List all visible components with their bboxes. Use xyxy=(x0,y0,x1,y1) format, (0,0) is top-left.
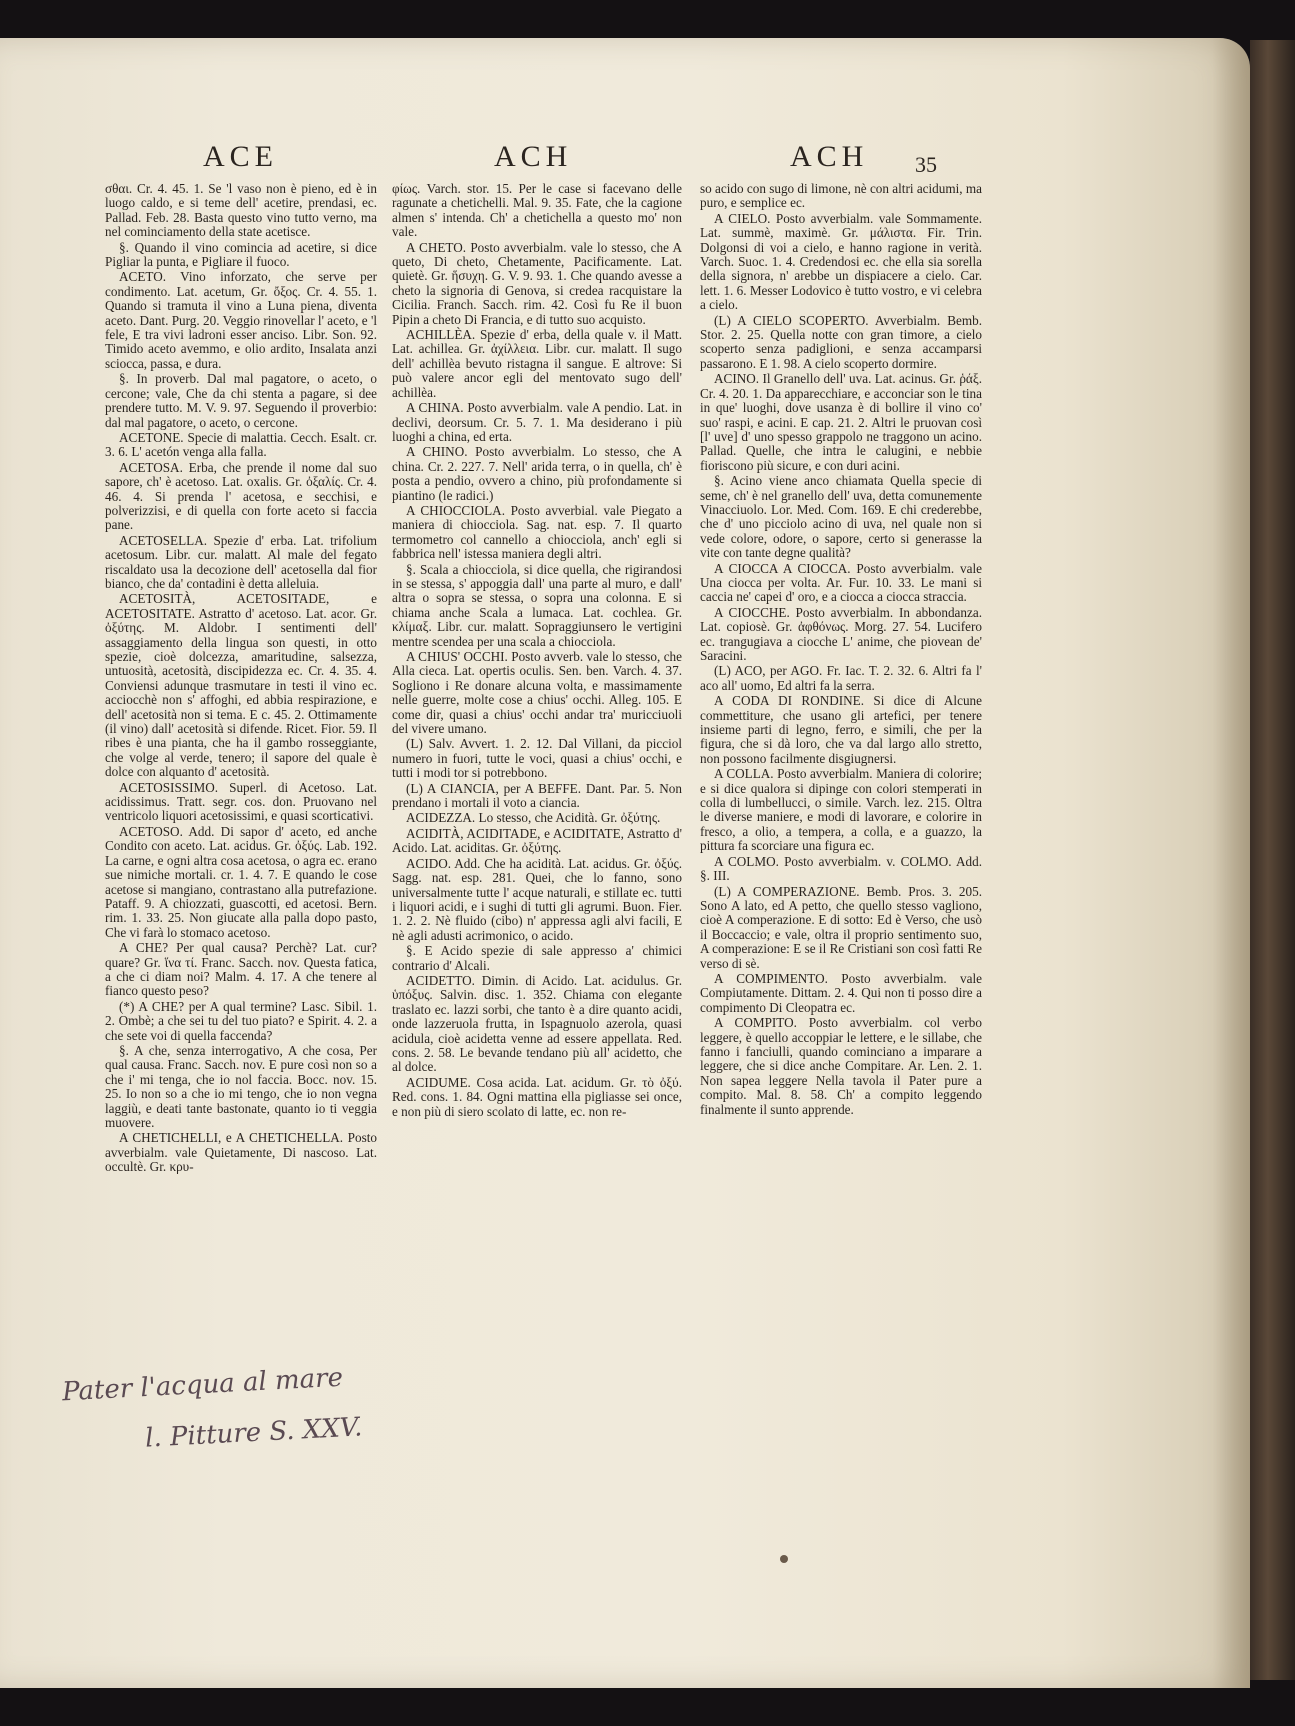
entry-paragraph: A CIOCCHE. Posto avverbialm. In abbondanza. Lat. copiosè. Gr. ἀφθόνως. Morg. 27. 54. Lucifero ec. trangugiava a ciocche L' anime, che piovean de' Saracini. xyxy=(700,604,982,663)
entry-paragraph: A CHINO. Posto avverbialm. Lo stesso, che A china. Cr. 2. 227. 7. Nell' arida terra, o in quella, ch' è posta a pendio, ovvero a chino, più profondamente si piantino (le radici.) xyxy=(392,444,682,503)
entry-paragraph: A CHIOCCIOLA. Posto avverbial. vale Piegato a maniera di chiocciola. Sag. nat. esp. 7. Il quarto termometro col cannello a chiocciola, anch' egli si fabbrica nell' istessa maniera degli altri. xyxy=(392,502,682,562)
header-left: ACE xyxy=(203,140,278,173)
entry-paragraph: σθαι. Cr. 4. 45. 1. Se 'l vaso non è pieno, ed è in luogo caldo, e si teme dell' acetire, prendasi, ec. Pallad. Feb. 28. Basta questo vino tutto verno, ma nel cominciamento della state acetisce. xyxy=(105,181,377,240)
entry-paragraph: ACIDITÀ, ACIDITADE, e ACIDITATE, Astratto d' Acido. Lat. aciditas. Gr. ὀξύτης. xyxy=(392,825,682,856)
entry-paragraph: (L) A CIELO SCOPERTO. Avverbialm. Bemb. Stor. 2. 25. Quella notte con gran timore, a cielo scoperto senza padiglioni, e senza accamparsi passarono. E 1. 98. A cielo scoperto dormire. xyxy=(700,312,982,371)
entry-paragraph: A CHINA. Posto avverbialm. vale A pendio. Lat. in declivi, deorsum. Cr. 5. 7. 1. Ma desiderano i più luoghi a china, ed erta. xyxy=(392,400,682,444)
entry-paragraph: §. A che, senza interrogativo, A che cosa, Per qual causa. Franc. Sacch. nov. E pure così non so a che i' mi tenga, che io nol faccia. Bocc. nov. 15. 25. Io non so a che io mi tengo, che io non vegna laggiù, e deati tante bastonate, quanto io ti veggia muovere. xyxy=(105,1042,377,1130)
entry-paragraph: §. Quando il vino comincia ad acetire, si dice Pigliar la punta, e Pigliare il fuoco. xyxy=(105,239,377,270)
entry-paragraph: ACIDO. Add. Che ha acidità. Lat. acidus. Gr. ὀξύς. Sagg. nat. esp. 281. Quei, che lo fanno, sono universalmente tutte l' acque naturali, e stillate ec. tutti i liquori acidi, e i sughi di tutti gli agrumi. Buon. Fier. 1. 2. 2. Nè fluido (cibo) n' appressa agli alvi facili, E nè agli adusti acrimonico, o acido. xyxy=(392,855,682,943)
entry-paragraph: §. In proverb. Dal mal pagatore, o aceto, o cercone; vale, Che da chi stenta a pagare, si dee prendere tutto. M. V. 9. 97. Seguendo il proverbio: dal mal pagatore, o aceto, o cercone. xyxy=(105,371,377,430)
entry-paragraph: ACETONE. Specie di malattia. Cecch. Esalt. cr. 3. 6. L' acetón venga alla falla. xyxy=(105,429,377,460)
entry-paragraph: A COMPITO. Posto avverbialm. col verbo leggere, è quello accoppiar le lettere, e le sillabe, che fanno i fanciulli, quando cominciano a imparare a leggere, che si dice anche Compitare. Ar. Len. 2. 1. Non sapea leggere Nella tavola il Pater pure a compito. Mal. 8. 58. Ch' a compito leggendo finalmente il sunto apprende. xyxy=(700,1015,982,1117)
entry-paragraph: §. E Acido spezie di sale appresso a' chimici contrario d' Alcali. xyxy=(392,943,682,973)
entry-paragraph: A COLLA. Posto avverbialm. Maniera di colorire; e si dice qualora si dipinge con colori stemperati in colla di lumbellucci, o simile. Varch. lez. 215. Oltra le diverse maniere, e modi di lavorare, e colorire in fresco, a olio, a tempera, a colla, e a guazzo, la pittura fa scorciare una figura ec. xyxy=(700,766,982,854)
entry-paragraph: A CIELO. Posto avverbialm. vale Sommamente. Lat. summè, maximè. Gr. μάλιστα. Fir. Trin. Dolgonsi di voi a cielo, e hanno ragione in verità. Varch. Suoc. 1. 4. Credendosi ec. che ella sia sorella della signora, n' arebbe un dispiacere a cielo. Car. lett. 1. 6. Messer Lodovico è tutto vostro, e vi celebra a cielo. xyxy=(700,210,982,313)
ink-spot xyxy=(780,1555,788,1563)
entry-paragraph: §. Scala a chiocciola, si dice quella, che rigirandosi in se stessa, s' appoggia dall' una parte al muro, e dall' altra o sopra se stessa, o sopra una colonna. E si chiama anche Scala a lumaca. Lat. cochlea. Gr. κλίμαξ. Libr. cur. malatt. Sopraggiunsero le vertigini mentre scendea per una scala a chiocciola. xyxy=(392,561,682,649)
entry-paragraph: A COMPIMENTO. Posto avverbialm. vale Compiutamente. Dittam. 2. 4. Qui non ti posso dire a compimento Di Cleopatra ec. xyxy=(700,970,982,1015)
entry-paragraph: ACETOSA. Erba, che prende il nome dal suo sapore, ch' è acetoso. Lat. oxalis. Gr. ὀξαλίς. Cr. 4. 46. 4. Si prenda l' acetosa, e secchisi, e polverizzisi, e di quella con forte aceto si faccia pane. xyxy=(105,459,377,533)
entry-paragraph: (L) ACO, per AGO. Fr. Iac. T. 2. 32. 6. Altri fa l' aco all' uomo, Ed altri fa la serra. xyxy=(700,663,982,693)
entry-paragraph: ACINO. Il Granello dell' uva. Lat. acinus. Gr. ῥάξ. Cr. 4. 20. 1. Da apparecchiare, e acconciar son le tina in que' luoghi, dove usanza è di bollire il vino co' suo' raspi, e acini. E cap. 21. 2. Altri le pruovan così [l' uve] d' uno spesso grappolo ne traggono un acino. Pallad. Quelle, che intra le calugini, e nebbie fioriscono più sicure, e con duri acini. xyxy=(700,371,982,473)
handwritten-note-line-2: l. Pitture S. XXV. xyxy=(144,1412,363,1454)
entry-paragraph: (L) A CIANCIA, per A BEFFE. Dant. Par. 5. Non prendano i mortali il voto a ciancia. xyxy=(392,780,682,811)
entry-paragraph: A CODA DI RONDINE. Si dice di Alcune commettiture, che usano gli artefici, per tenere insieme parti di legno, ferro, e simili, che per la figura, che si dà loro, che va dal largo allo stretto, non possono facilmente disgiugnersi. xyxy=(700,693,982,766)
entry-paragraph: A CHETO. Posto avverbialm. vale lo stesso, che A queto, Di cheto, Chetamente, Pacificamente. Lat. quietè. Gr. ἥσυχη. G. V. 9. 93. 1. Che quando avesse a cheto la signoria di Genova, si credea racquistare la Cicilia. Franch. Sacch. rim. 42. Così fu Re il buon Pipin a cheto Di Francia, e di tutto suo acquisto. xyxy=(392,239,682,327)
entry-paragraph: (L) Salv. Avvert. 1. 2. 12. Dal Villani, da picciol numero in fuori, tutte le voci, quasi a chius' occhi, e tutti i modi tor si potrebbono. xyxy=(392,736,682,781)
entry-paragraph: φίως. Varch. stor. 15. Per le case si facevano delle ragunate a chetichelli. Mal. 9. 35. Fate, che la cagione almen s' intenda. Ch' a chetichella a questo mo' non vale. xyxy=(392,181,682,240)
entry-paragraph: ACETOSISSIMO. Superl. di Acetoso. Lat. acidissimus. Tratt. segr. cos. don. Pruovano nel ventricolo liquori acetosissimi, e quasi scorticativi. xyxy=(105,779,377,824)
page-number: 35 xyxy=(915,152,937,177)
handwritten-note-line-1: Pater l'acqua al mare xyxy=(61,1362,344,1408)
entry-paragraph: A CHIUS' OCCHI. Posto avverb. vale lo stesso, che Alla cieca. Lat. opertis oculis. Sen. ben. Varch. 4. 37. Sogliono i Re donare alcuna volta, e massimamente nelle guerre, molte cose a chius' occhi. Alleg. 105. E come dir, quasi a chius' occhi andar tra' muricciuoli del vivere umano. xyxy=(392,649,682,737)
entry-paragraph: A CHE? Per qual causa? Perchè? Lat. cur? quare? Gr. ἵνα τί. Franc. Sacch. nov. Questa fatica, a che ci diam noi? Malm. 4. 17. A che tenere al fianco questo peso? xyxy=(105,940,377,999)
entry-paragraph: so acido con sugo di limone, nè con altri acidumi, ma puro, e semplice ec. xyxy=(700,181,982,211)
entry-paragraph: A CIOCCA A CIOCCA. Posto avverbialm. vale Una ciocca per volta. Ar. Fur. 10. 33. Le mani si caccia ne' capei d' oro, e a ciocca a ciocca straccia. xyxy=(700,560,982,605)
entry-paragraph: ACHILLÈA. Spezie d' erba, della quale v. il Matt. Lat. achillea. Gr. ἀχίλλεια. Libr. cur. malatt. Il sugo dell' achillèa bevuto ristagna il sangue. E altrove: Si può valere ancor egli del mentovato sugo dell' achillèa. xyxy=(392,327,682,400)
entry-paragraph: ACIDEZZA. Lo stesso, che Acidità. Gr. ὀξύτης. xyxy=(406,810,661,826)
entry-paragraph: (*) A CHE? per A qual termine? Lasc. Sibil. 1. 2. Ombè; a che sei tu del tuo piato? e Spirit. 4. 2. a che sete voi di quella faccenda? xyxy=(105,998,377,1043)
header-center: ACH xyxy=(494,140,573,173)
entry-paragraph: A CHETICHELLI, e A CHETICHELLA. Posto avverbialm. vale Quietamente, Di nascoso. Lat. occultè. Gr. κρυ- xyxy=(105,1130,377,1175)
entry-paragraph: (L) A COMPERAZIONE. Bemb. Pros. 3. 205. Sono A lato, ed A petto, che quello stesso vagliono, cioè A comperazione. E di sotto: Ed è Verso, che usò il Boccaccio; e vale, oltra il proprio sentimento suo, A comperazione: E se il Re Cristiani son così fatti Re verso di sè. xyxy=(700,883,982,971)
entry-paragraph: ACETO. Vino inforzato, che serve per condimento. Lat. acetum, Gr. ὄξος. Cr. 4. 55. 1. Quando si tramuta il vino a Luna piena, diventa aceto. Dant. Purg. 20. Veggio rinovellar l' aceto, e 'l fele, E tra vivi ladroni esser anciso. Libr. Son. 92. Timido aceto avemmo, e olio ardito, Insalata anzi sciocca, passa, e dura. xyxy=(105,269,377,371)
entry-paragraph: ACIDUME. Cosa acida. Lat. acidum. Gr. τὸ ὀξύ. Red. cons. 1. 84. Ogni mattina ella pigliasse sei once, e non più di siero scolato di latte, ec. non re- xyxy=(392,1074,682,1119)
entry-paragraph: A COLMO. Posto avverbialm. v. COLMO. Add. §. III. xyxy=(700,853,982,884)
header-right: ACH xyxy=(790,140,869,173)
entry-paragraph: ACIDETTO. Dimin. di Acido. Lat. acidulus. Gr. ὑπόξυς. Salvin. disc. 1. 352. Chiama con elegante traslato ec. lazzi sorbi, che tanto è a dire quanto acidi, onde lazzeruola frutta, in Ispagnuolo azerola, quasi acidula, cioè acidetta venne ad essere appellata. Red. cons. 2. 58. Le bevande tendano più all' acidetto, che al dolce. xyxy=(392,972,682,1075)
column-right xyxy=(700,182,982,1118)
entry-paragraph: §. Acino viene anco chiamata Quella specie di seme, ch' è nel granello dell' uva, detta comunemente Vinacciuolo. Lor. Med. Com. 169. E chi crederebbe, che d' uno picciolo acino di uva, nel quale non si vede colore, odore, o sapore, certo si generasse la vite con tante degne qualità? xyxy=(700,473,982,561)
column-left xyxy=(105,182,377,1176)
entry-paragraph: ACETOSELLA. Spezie d' erba. Lat. trifolium acetosum. Libr. cur. malatt. Al male del fegato riscaldato usa la decozione dell' acetosella dal fior bianco, che da' contadini è detta alleluia. xyxy=(105,532,377,591)
page-edge xyxy=(1250,40,1295,1680)
column-center xyxy=(392,182,682,1120)
entry-paragraph: ACETOSO. Add. Di sapor d' aceto, ed anche Condito con aceto. Lat. acidus. Gr. ὀξύς. Lab. 192. La carne, e ogni altra cosa acetosa, o agra ec. erano sue nimiche mortali. cr. 1. 4. 7. E quando le cose acetose si mangiano, contrastano alla putrefazione. Pataff. 9. A chiozzati, guascotti, ed acetosi. Bern. rim. 1. 33. 25. Non giucate alla palla dopo pasto, Che vi farà lo stomaco acetoso. xyxy=(105,823,377,940)
entry-paragraph: ACETOSITÀ, ACETOSITADE, e ACETOSITATE. Astratto d' acetoso. Lat. acor. Gr. ὀξύτης. M. Aldobr. I sentimenti dell' assaggiamento della lingua son questi, in otto spezie, cioè dolcezza, amaritudine, salsezza, untuosità, acetosità, discipidezza ec. Cr. 4. 35. 4. Conviensi adunque trasmutare in testi il vino ec. acciocchè non s' affoghi, ed abbia respirazione, e dell' acetosità non si tema. E c. 45. 2. Ottimamente (il vino) dall' acetosità si difende. Ricet. Fior. 59. Il ribes è una pianta, che ha il gambo rosseggiante, che volge al verde, tenero; il sapore del quale è dolce con alquanto d' acetosità. xyxy=(105,591,377,780)
